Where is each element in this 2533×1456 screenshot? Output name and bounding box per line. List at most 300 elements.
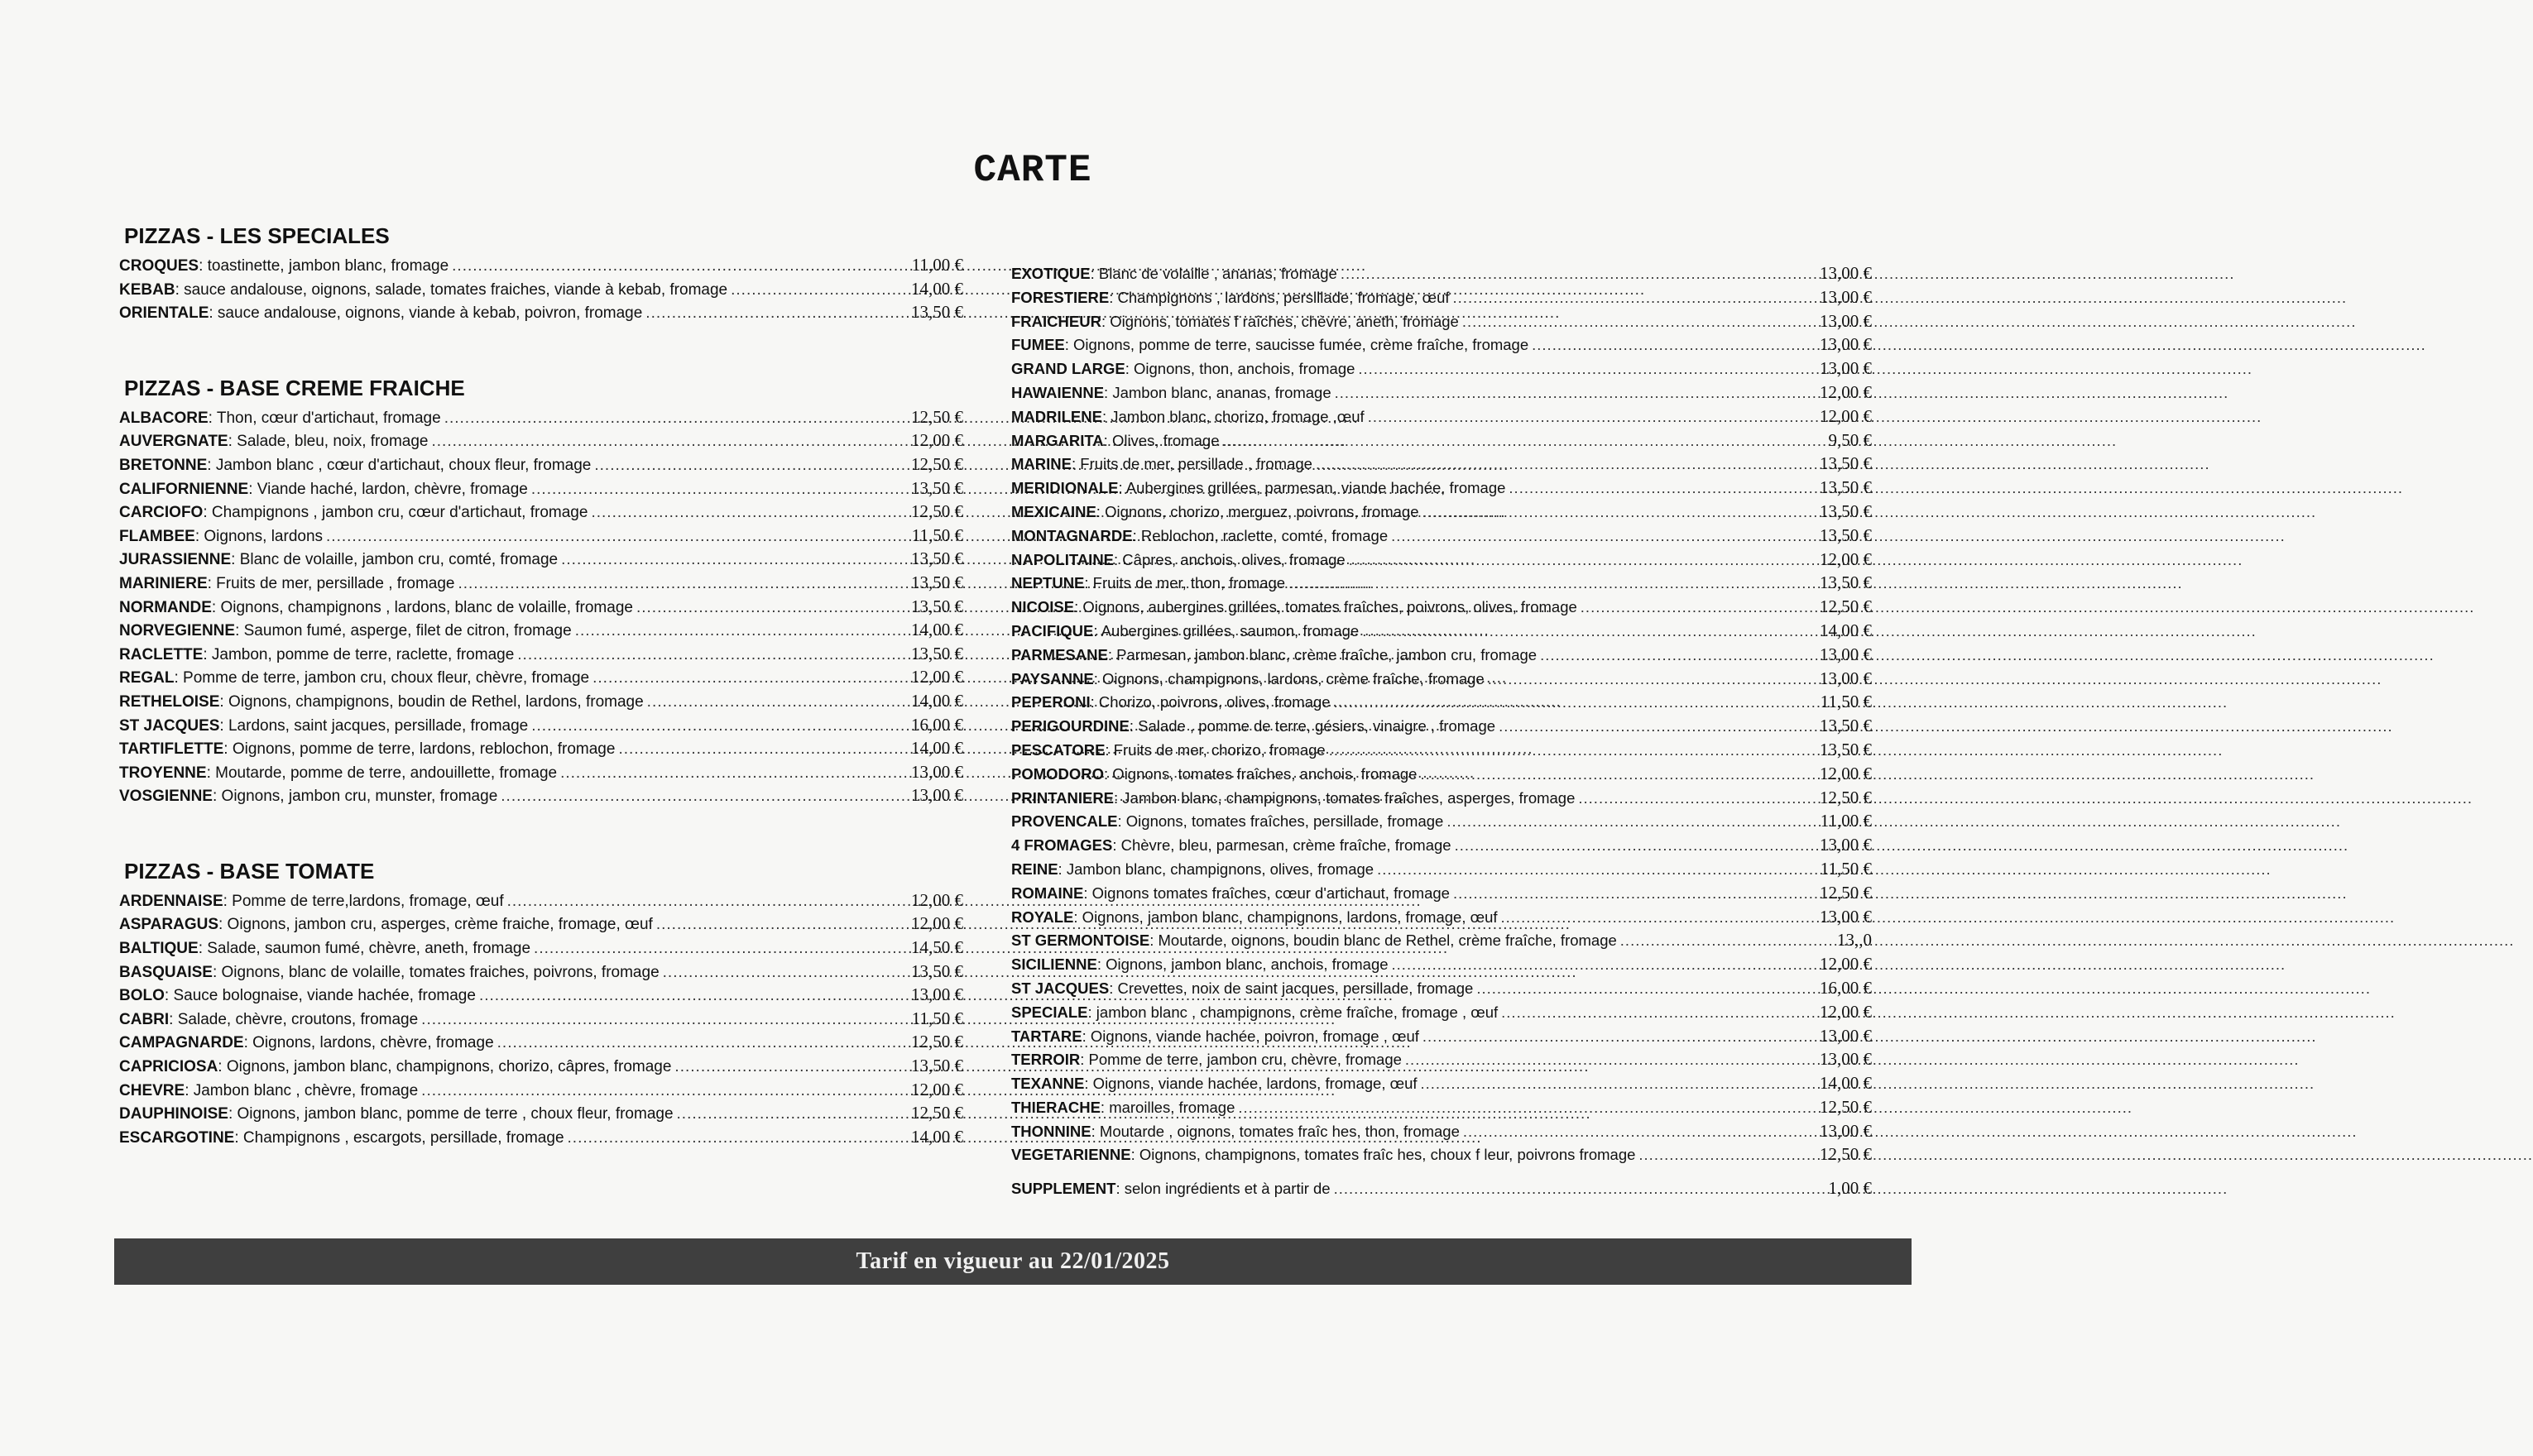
menu-item	[119, 713, 963, 737]
pizza-ingredients: : Pomme de terre,lardons, fromage, œuf	[223, 892, 504, 910]
pizza-name: CARCIOFO	[119, 504, 204, 522]
menu-item-text	[1011, 644, 1781, 668]
pizza-price: 14,00 €	[911, 1126, 963, 1147]
pizza-name: MARINE	[1011, 455, 1072, 473]
menu-item-text	[1011, 882, 1781, 906]
pizza-name: ORIENTALE	[119, 304, 209, 323]
menu-item-text	[1011, 357, 1781, 381]
pizza-ingredients: : Champignons , escargots, persillade, fromage	[234, 1128, 564, 1147]
pizza-price: 13,,0	[1837, 930, 1872, 951]
menu-item-text	[119, 667, 872, 691]
pizza-price: 13,00 €	[1820, 310, 1872, 331]
pizza-price: 14,00 €	[1820, 620, 1872, 640]
menu-item-text	[119, 691, 872, 715]
pizza-name: EXOTIQUE	[1011, 265, 1091, 282]
dot-leader	[1462, 310, 2357, 334]
menu-item	[119, 405, 963, 429]
pizza-ingredients: : Aubergines grillées, parmesan, viande hachée, fromage	[1118, 479, 1506, 497]
menu-item	[119, 595, 963, 619]
pizza-price: 12,00 €	[1820, 954, 1872, 975]
pizza-price: 12,50 €	[911, 453, 963, 474]
pizza-price: 13,50 €	[1820, 716, 1872, 736]
menu-item	[1011, 452, 1872, 476]
pizza-price: 13,00 €	[1820, 1049, 1872, 1070]
pizza-price: 14,00 €	[911, 620, 963, 640]
menu-item-text	[119, 1127, 872, 1151]
menu-item-text	[1011, 810, 1781, 834]
menu-item-text	[1011, 429, 1781, 453]
menu-item-text	[119, 984, 872, 1008]
pizza-price: 12,00 €	[911, 889, 963, 910]
pizza-price: 13,00 €	[1820, 286, 1872, 307]
pizza-ingredients: : Jambon blanc , cœur d'artichaut, choux fleur, fromage	[207, 456, 592, 474]
pizza-price: 13,50 €	[911, 960, 963, 981]
menu-item-text	[1011, 453, 1781, 477]
pizza-ingredients: : Reblochon, raclette, comté, fromage	[1132, 526, 1389, 544]
menu-item-text	[119, 501, 872, 525]
pizza-name: PRINTANIERE	[1011, 788, 1115, 807]
menu-item-text	[1011, 620, 1781, 644]
pizza-ingredients: : Blanc de volaille, jambon cru, comté, fromage	[231, 551, 559, 569]
menu-item-text	[1011, 906, 1781, 930]
pizza-name: CAPRICIOSA	[119, 1058, 218, 1076]
menu-item	[119, 642, 963, 666]
menu-item	[119, 618, 963, 642]
menu-item	[1011, 786, 1872, 810]
pizza-name: REGAL	[119, 669, 175, 687]
menu-item	[1011, 261, 1872, 285]
pizza-ingredients: : Moutarde , oignons, tomates fraîc hes, thon, fromage	[1091, 1122, 1460, 1140]
pizza-price: 13,00 €	[1820, 835, 1872, 855]
dot-leader	[1455, 834, 2349, 858]
pizza-ingredients: : Oignons, lardons	[194, 527, 324, 545]
menu-item	[1011, 619, 1872, 643]
pizza-price: 13,50 €	[911, 596, 963, 616]
pizza-name: TEXANNE	[1011, 1075, 1085, 1093]
pizza-ingredients: : Lardons, saint jacques, persillade, fromage	[219, 716, 529, 735]
pizza-price: 13,50 €	[1820, 453, 1872, 474]
menu-item-text	[1011, 787, 1781, 811]
menu-item	[1011, 476, 1872, 500]
pizza-price: 14,50 €	[911, 937, 963, 958]
pizza-price: 12,50 €	[1820, 1144, 1872, 1165]
pizza-name: VOSGIENNE	[119, 788, 213, 806]
menu-item-text	[1011, 1072, 1781, 1096]
menu-item-text	[1011, 262, 1781, 286]
pizza-price: 13,50 €	[1820, 500, 1872, 521]
dot-leader	[1329, 739, 2224, 763]
dot-leader	[1540, 644, 2435, 668]
menu-item	[119, 736, 963, 760]
pizza-name: ST GERMONTOISE	[1011, 932, 1150, 950]
menu-item-text	[1011, 858, 1781, 882]
pizza-name: FRAICHEUR	[1011, 312, 1101, 330]
menu-item-text	[119, 596, 872, 620]
pizza-ingredients: : Oignons, champignons, boudin de Rethel, lardons, fromage	[219, 692, 644, 711]
pizza-price: 14,00 €	[911, 738, 963, 759]
pizza-price: 13,50 €	[1820, 524, 1872, 545]
dot-leader	[1316, 453, 2210, 477]
pizza-name: KEBAB	[119, 280, 175, 299]
pizza-ingredients: : Champignons , jambon cru, cœur d'artichaut, fromage	[203, 504, 588, 522]
menu-item-text	[1011, 953, 1781, 977]
pizza-price: 12,00 €	[911, 1079, 963, 1099]
menu-item	[119, 571, 963, 595]
pizza-ingredients: : Oignons, champignons, lardons, crème fraîche, fromage	[1093, 669, 1485, 687]
dot-leader	[1581, 596, 2475, 620]
pizza-name: PAYSANNE	[1011, 669, 1094, 687]
pizza-name: MERIDIONALE	[1011, 479, 1119, 497]
menu-item-text	[119, 1008, 872, 1032]
pizza-ingredients: : Salade, bleu, noix, fromage	[228, 433, 429, 451]
menu-item-text	[1011, 405, 1781, 429]
pizza-ingredients: : Fruits de mer, persillade , fromage	[1071, 455, 1312, 473]
pizza-ingredients: : Moutarde, pomme de terre, andouillette, fromage	[206, 764, 558, 782]
pizza-name: TARTIFLETTE	[119, 740, 224, 759]
pizza-ingredients: : Oignons, jambon blanc, pomme de terre , choux fleur, fromage	[228, 1105, 674, 1123]
menu-item-text	[1011, 596, 1781, 620]
pizza-name: ASPARAGUS	[119, 916, 218, 934]
pizza-ingredients: : Aubergines grillées, saumon, fromage	[1093, 621, 1360, 639]
pizza-ingredients: : Oignons, jambon blanc, anchois, fromage	[1096, 956, 1389, 974]
pizza-ingredients: : Oignons, viande hachée, poivron, fromage , œuf	[1082, 1027, 1419, 1045]
pizza-price: 12,50 €	[1820, 1096, 1872, 1117]
menu-item-text	[1011, 668, 1781, 692]
menu-item-text	[1011, 1177, 1781, 1201]
menu-item-text	[1011, 1120, 1781, 1144]
pizza-ingredients: : Fruits de mer, chorizo, fromage	[1105, 740, 1326, 759]
menu-item-text	[119, 430, 872, 454]
pizza-ingredients: : Blanc de volaille , ananas, fromage	[1090, 265, 1337, 282]
pizza-name: 4 FROMAGES	[1011, 836, 1113, 855]
pizza-name: TERROIR	[1011, 1051, 1081, 1069]
pizza-ingredients: : Crevettes, noix de saint jacques, persillade, fromage	[1109, 979, 1474, 997]
pizza-ingredients: : Oignons, pomme de terre, saucisse fumée, crème fraîche, fromage	[1064, 336, 1529, 354]
right-column	[1011, 261, 1872, 1200]
menu-item	[119, 760, 963, 784]
pizza-name: GRAND LARGE	[1011, 360, 1125, 378]
menu-item	[1011, 762, 1872, 786]
pizza-price: 11,50 €	[1820, 858, 1872, 879]
pizza-price: 13,50 €	[911, 548, 963, 569]
menu-item	[1011, 357, 1872, 381]
menu-item	[1011, 1142, 1872, 1166]
menu-item	[119, 524, 963, 548]
pizza-price: 13,00 €	[1820, 644, 1872, 664]
menu-item	[1011, 1047, 1872, 1071]
menu-item-text	[119, 548, 872, 572]
pizza-name: NICOISE	[1011, 598, 1075, 616]
pizza-ingredients: : Olives, fromage	[1103, 431, 1220, 449]
pizza-price: 13,00 €	[911, 761, 963, 782]
menu-item	[119, 1078, 963, 1102]
pizza-name: MADRILENE	[1011, 407, 1102, 425]
pizza-ingredients: : Oignons, tomates fraîches, anchois, fromage	[1104, 764, 1418, 783]
dot-leader	[1501, 906, 2396, 930]
pizza-name: CROQUES	[119, 257, 199, 275]
pizza-name: BRETONNE	[119, 456, 208, 474]
menu-item	[119, 783, 963, 807]
menu-item	[1011, 643, 1872, 667]
menu-item-text	[119, 302, 872, 326]
pizza-ingredients: : sauce andalouse, oignons, viande à kebab, poivron, fromage	[209, 304, 643, 323]
menu-item	[1011, 1119, 1872, 1143]
pizza-name: ST JACQUES	[119, 716, 220, 735]
pizza-name: MEXICAINE	[1011, 502, 1096, 520]
menu-item-text	[119, 961, 872, 985]
pizza-name: SICILIENNE	[1011, 956, 1097, 974]
section-title: PIZZAS - BASE TOMATE	[124, 858, 375, 884]
pizza-ingredients: : Oignons, aubergines grillées, tomates fraîches, poivrons, olives, fromage	[1074, 598, 1577, 616]
pizza-name: DAUPHINOISE	[119, 1105, 228, 1123]
pizza-name: SUPPLEMENT	[1011, 1180, 1116, 1198]
pizza-ingredients: : Salade, saumon fumé, chèvre, aneth, fromage	[198, 940, 531, 958]
menu-item-text	[119, 255, 872, 279]
pizza-ingredients: : jambon blanc , champignons, crème fraîche, fromage , œuf	[1087, 1003, 1499, 1021]
menu-item	[1011, 928, 1872, 952]
dot-leader	[1501, 1001, 2396, 1025]
menu-item	[119, 983, 963, 1007]
menu-item	[1011, 690, 1872, 714]
dot-leader	[1453, 882, 2348, 906]
pizza-ingredients: : Oignons, thon, anchois, fromage	[1125, 360, 1355, 378]
pizza-price: 13,00 €	[1820, 668, 1872, 688]
pizza-ingredients: : Oignons, viande hachée, lardons, fromage, œuf	[1084, 1075, 1418, 1093]
pizza-name: SPECIALE	[1011, 1003, 1088, 1021]
pizza-name: FLAMBEE	[119, 527, 195, 545]
menu-item	[119, 960, 963, 984]
dot-leader	[1620, 929, 2515, 953]
menu-item	[119, 1101, 963, 1125]
menu-item	[1011, 405, 1872, 429]
pizza-ingredients: : Pomme de terre, jambon cru, choux fleur, chèvre, fromage	[174, 669, 590, 687]
dot-leader	[1509, 477, 2403, 500]
menu-item	[119, 689, 963, 713]
pizza-name: PARMESANE	[1011, 645, 1108, 663]
pizza-name: BALTIQUE	[119, 940, 199, 958]
pizza-price: 13,00 €	[1820, 334, 1872, 355]
menu-title: CARTE	[973, 149, 1092, 192]
pizza-name: PERIGOURDINE	[1011, 717, 1130, 735]
menu-item	[119, 300, 963, 324]
pizza-price: 13,00 €	[1820, 906, 1872, 927]
menu-item	[119, 253, 963, 277]
section-title: PIZZAS - BASE CREME FRAICHE	[124, 375, 465, 400]
menu-item-text	[1011, 977, 1781, 1001]
menu-item-text	[1011, 572, 1781, 596]
menu-item-text	[119, 1080, 872, 1104]
pizza-name: POMODORO	[1011, 764, 1105, 783]
pizza-ingredients: : Oignons, jambon cru, asperges, crème fraiche, fromage, œuf	[218, 916, 653, 934]
pizza-price: 12,50 €	[1820, 787, 1872, 807]
menu-item	[1011, 857, 1872, 881]
menu-section	[119, 857, 963, 1149]
menu-item-text	[1011, 763, 1781, 787]
pizza-price: 13,50 €	[1820, 477, 1872, 498]
pizza-ingredients: : Champignons , lardons, persillade, fromage, œuf	[1109, 288, 1450, 306]
pizza-price: 9,50 €	[1828, 429, 1872, 450]
menu-item-text	[119, 785, 872, 809]
pizza-price: 1,00 €	[1828, 1178, 1872, 1199]
pizza-name: THONNINE	[1011, 1122, 1091, 1140]
dot-leader	[1446, 810, 2341, 834]
menu-item	[1011, 881, 1872, 905]
pizza-price: 11,50 €	[911, 1008, 963, 1028]
menu-item	[1011, 381, 1872, 405]
pizza-ingredients: : Oignons, jambon blanc, champignons, lardons, fromage, œuf	[1073, 908, 1498, 926]
pizza-price: 13,00 €	[1820, 263, 1872, 283]
pizza-ingredients: : Oignons, jambon blanc, champignons, chorizo, câpres, fromage	[218, 1058, 672, 1076]
pizza-price: 16,00 €	[1820, 977, 1872, 998]
menu-item	[1011, 1071, 1872, 1095]
left-column	[119, 222, 963, 1198]
pizza-price: 11,00 €	[911, 255, 963, 275]
pizza-price: 12,50 €	[911, 501, 963, 522]
dot-leader	[1532, 333, 2426, 357]
dot-leader	[1499, 715, 2393, 739]
menu-item-text	[1011, 1025, 1781, 1049]
pizza-ingredients: : Fruits de mer, thon, fromage	[1084, 574, 1286, 592]
pizza-name: PROVENCALE	[1011, 812, 1118, 831]
pizza-price: 12,50 €	[911, 1032, 963, 1052]
menu-item	[119, 429, 963, 453]
menu-item	[1011, 833, 1872, 857]
pizza-name: REINE	[1011, 860, 1058, 878]
pizza-ingredients: : Oignons, lardons, chèvre, fromage	[243, 1034, 494, 1052]
menu-item-text	[119, 762, 872, 786]
menu-item	[1011, 595, 1872, 619]
pizza-ingredients: : Câpres, anchois, olives, fromage	[1114, 550, 1346, 568]
pizza-name: THIERACHE	[1011, 1098, 1101, 1116]
pizza-name: HAWAIENNE	[1011, 383, 1105, 401]
pizza-ingredients: : Jambon blanc , chèvre, fromage	[185, 1081, 419, 1099]
pizza-name: CALIFORNIENNE	[119, 480, 249, 498]
menu-item	[119, 1125, 963, 1149]
menu-item-text	[1011, 524, 1781, 548]
menu-item-text	[1011, 1096, 1781, 1120]
menu-item-text	[119, 525, 872, 549]
pizza-name: NEPTUNE	[1011, 574, 1085, 592]
pizza-price: 12,00 €	[1820, 381, 1872, 402]
menu-item-text	[1011, 286, 1781, 310]
pizza-price: 12,50 €	[911, 1103, 963, 1123]
pizza-name: PESCATORE	[1011, 740, 1106, 759]
menu-item-text	[119, 1032, 872, 1056]
menu-item	[119, 453, 963, 477]
menu-item-text	[1011, 500, 1781, 524]
pizza-name: BASQUAISE	[119, 963, 213, 981]
pizza-name: CAMPAGNARDE	[119, 1034, 244, 1052]
pizza-name: NORVEGIENNE	[119, 622, 236, 640]
menu-item	[1011, 548, 1872, 572]
menu-item-text	[1011, 715, 1781, 739]
pizza-ingredients: : Chorizo, poivrons, olives, fromage	[1090, 693, 1331, 711]
menu-item-text	[119, 913, 872, 937]
pizza-price: 13,00 €	[1820, 1025, 1872, 1046]
menu-item-text	[1011, 739, 1781, 763]
menu-item-text	[119, 478, 872, 502]
pizza-name: NAPOLITAINE	[1011, 550, 1115, 568]
menu-item-text	[1011, 1001, 1781, 1025]
pizza-ingredients: : Parmesan, jambon blanc, crème fraîche, jambon cru, fromage	[1107, 645, 1538, 663]
menu-item-text	[1011, 333, 1781, 357]
pizza-ingredients: : Jambon, pomme de terre, raclette, fromage	[203, 645, 515, 663]
menu-item	[1011, 285, 1872, 309]
menu-item-text	[119, 454, 872, 478]
pizza-name: AUVERGNATE	[119, 433, 228, 451]
menu-item	[119, 936, 963, 960]
pizza-ingredients: : Viande haché, lardon, chèvre, fromage	[248, 480, 528, 498]
pizza-price: 11,50 €	[911, 524, 963, 545]
pizza-ingredients: : Jambon blanc, chorizo, fromage ,œuf	[1101, 407, 1365, 425]
menu-item-text	[1011, 477, 1781, 500]
pizza-ingredients: : toastinette, jambon blanc, fromage	[199, 257, 449, 275]
menu-item	[119, 912, 963, 936]
pizza-ingredients: : Thon, cœur d'artichaut, fromage	[208, 409, 441, 427]
pizza-ingredients: : Moutarde, oignons, boudin blanc de Rethel, crème fraîche, fromage	[1149, 932, 1617, 950]
pizza-name: ESCARGOTINE	[119, 1128, 235, 1147]
menu-item	[119, 665, 963, 689]
tariff-footer: Tarif en vigueur au 22/01/2025	[114, 1238, 1912, 1285]
menu-item	[119, 1030, 963, 1054]
pizza-name: RETHELOISE	[119, 692, 220, 711]
menu-item	[119, 547, 963, 571]
menu-item-text	[119, 644, 872, 668]
pizza-ingredients: : Sauce bolognaise, viande hachée, fromage	[164, 987, 476, 1005]
menu-item	[119, 500, 963, 524]
pizza-price: 13,50 €	[1820, 739, 1872, 759]
pizza-name: ST JACQUES	[1011, 979, 1110, 997]
pizza-price: 13,50 €	[911, 1056, 963, 1076]
dot-leader	[1463, 1120, 2358, 1144]
menu-item	[1011, 429, 1872, 453]
pizza-name: ROMAINE	[1011, 884, 1084, 902]
dot-leader	[1453, 286, 2348, 310]
pizza-ingredients: : Oignons, jambon cru, munster, fromage	[212, 788, 498, 806]
menu-item-text	[119, 279, 872, 303]
menu-item	[1011, 1095, 1872, 1119]
pizza-ingredients: : Oignons, tomates fraîches, persillade, fromage	[1117, 812, 1444, 831]
menu-item-text	[119, 1056, 872, 1080]
pizza-name: BOLO	[119, 987, 165, 1005]
pizza-name: CHEVRE	[119, 1081, 185, 1099]
pizza-price: 12,00 €	[1820, 1001, 1872, 1022]
menu-item-text	[119, 738, 872, 762]
pizza-price: 13,00 €	[1820, 358, 1872, 379]
pizza-price: 12,00 €	[1820, 763, 1872, 783]
menu-item	[1011, 524, 1872, 548]
dot-leader	[1223, 429, 2118, 453]
pizza-price: 13,00 €	[911, 785, 963, 806]
dot-leader	[1578, 787, 2473, 811]
pizza-ingredients: : Oignons, tomates f raîches, chèvre, aneth, fromage	[1101, 312, 1459, 330]
pizza-price: 13,50 €	[911, 477, 963, 498]
dot-leader	[1638, 1143, 2533, 1167]
pizza-name: MARGARITA	[1011, 431, 1104, 449]
pizza-name: ALBACORE	[119, 409, 209, 427]
pizza-price: 12,00 €	[1820, 548, 1872, 569]
pizza-ingredients: : selon ingrédients et à partir de	[1115, 1180, 1331, 1198]
pizza-name: JURASSIENNE	[119, 551, 232, 569]
pizza-price: 12,50 €	[1820, 882, 1872, 903]
dot-leader	[1476, 977, 2371, 1001]
menu-item	[119, 1007, 963, 1031]
pizza-price: 12,00 €	[1820, 405, 1872, 426]
pizza-ingredients: : Saumon fumé, asperge, filet de citron, fromage	[235, 622, 572, 640]
pizza-name: TARTARE	[1011, 1027, 1082, 1045]
menu-item-text	[1011, 1143, 1781, 1167]
pizza-price: 16,00 €	[911, 714, 963, 735]
